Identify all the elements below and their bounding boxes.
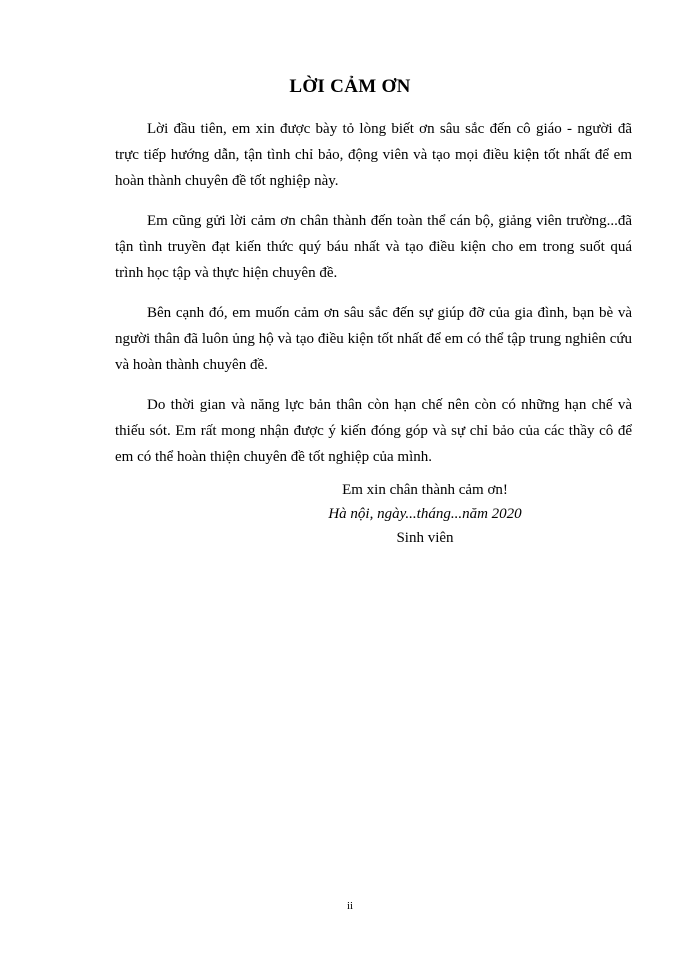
paragraph-1: Lời đầu tiên, em xin được bày tỏ lòng biết ơn sâu sắc đến cô giáo - người đã trực tiếp hướng dẫn, tận tình chỉ bảo, động viên và tạo mọi điều kiện tốt nhất để em hoàn thành chuyên đề tốt nghiệp này. [115, 121, 632, 189]
signature-block [300, 478, 550, 550]
paragraph-3: Bên cạnh đó, em muốn cảm ơn sâu sắc đến sự giúp đỡ của gia đình, bạn bè và người thân đã luôn ủng hộ và tạo điều kiện tốt nhất để em có thể tập trung nghiên cứu và hoàn thành chuyên đề. [115, 305, 632, 373]
paragraph-2: Em cũng gửi lời cảm ơn chân thành đến toàn thể cán bộ, giảng viên trường...đã tận tình truyền đạt kiến thức quý báu nhất và tạo điều kiện cho em trong suốt quá trình học tập và thực hiện chuyên đề. [115, 213, 632, 281]
page-number: ii [346, 900, 354, 912]
thanks-line: Em xin chân thành cảm ơn! [342, 482, 508, 498]
signer-role: Sinh viên [396, 530, 454, 546]
date-line: Hà nội, ngày...tháng...năm 2020 [328, 506, 522, 522]
page-title: LỜI CẢM ƠN [289, 76, 411, 97]
acknowledgement-body [115, 116, 632, 484]
paragraph-4: Do thời gian và năng lực bản thân còn hạn chế nên còn có những hạn chế và thiếu sót. Em rất mong nhận được ý kiến đóng góp và sự chỉ bảo của các thầy cô để em có thể hoàn thiện chuyên đề tốt nghiệp của mình. [115, 397, 632, 465]
